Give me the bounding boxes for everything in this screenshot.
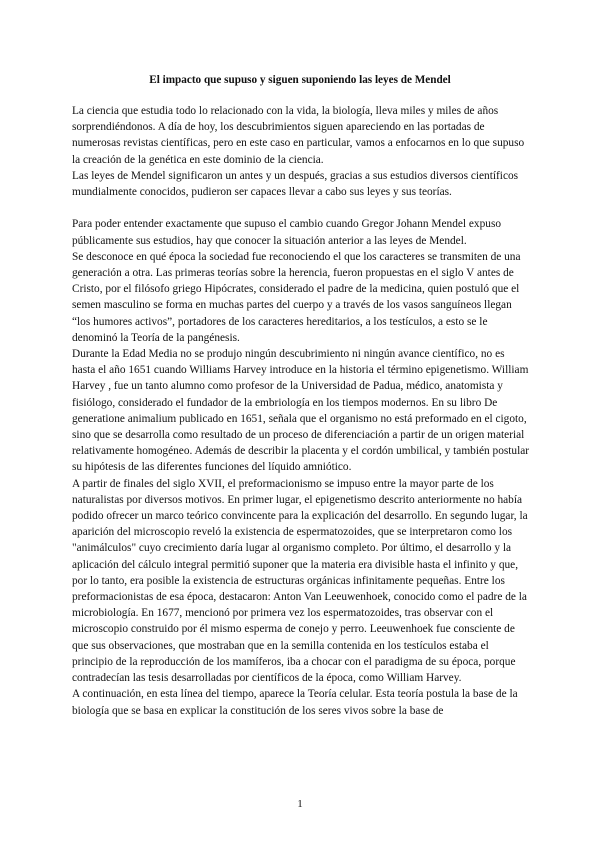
document-body bbox=[72, 103, 530, 719]
paragraph-cell-theory: A continuación, en esta línea del tiempo, aparece la Teoría celular. Esta teoría postula la base de la biología que se basa en explicar la constitución de los seres vivos sobre la base de bbox=[72, 688, 518, 717]
page-number: 1 bbox=[297, 798, 303, 810]
paragraph-harvey: Durante la Edad Media no se produjo ningún descubrimiento ni ningún avance científico, no es hasta el año 1651 cuando Williams Harvey introduce en la historia el término epigenetismo. William Harvey , fue un tanto alumno como profesor de la Universidad de Padua, médico, anatomista y fisiólogo, considerado el fundador de la embriología en los tiempos modernos. En su libro De generatione animalium publicado en 1651, señala que el organismo no está preformado en el cigoto, sino que se desarrolla como resultado de un proceso de diferenciación a partir de un origen material relativamente homogéneo. Además de describir la placenta y el cordón umbilical, y también postular su hipótesis de las diferentes funciones del líquido amniótico. bbox=[72, 348, 530, 474]
paragraph-intro: La ciencia que estudia todo lo relacionado con la vida, la biología, lleva miles y miles de años sorprendiéndonos. A día de hoy, los descubrimientos siguen apareciendo en las portadas de numerosas revistas científicas, pero en este caso en particular, vamos a enfocarnos en lo que supuso la creación de la genética en este dominio de la ciencia. bbox=[72, 105, 525, 166]
paragraph-context: Para poder entender exactamente que supuso el cambio cuando Gregor Johann Mendel expuso públicamente sus estudios, hay que conocer la situación anterior a las leyes de Mendel. bbox=[72, 218, 502, 247]
paragraph-mendel-laws: Las leyes de Mendel significaron un antes y un después, gracias a sus estudios diversos científicos mundialmente conocidos, pudieron ser capaces llevar a cabo sus leyes y sus teorías. bbox=[72, 169, 519, 199]
document-title: El impacto que supuso y siguen suponiendo las leyes de Mendel bbox=[149, 74, 451, 86]
paragraph-hippocrates: Se desconoce en qué época la sociedad fue reconociendo el que los caracteres se transmiten de una generación a otra. Las primeras teorías sobre la herencia, fueron propuestas en el siglo V antes de Cristo, por el filósofo griego Hipócrates, considerado el padre de la medicina, quien postuló que el semen masculino se forma en muchas partes del cuerpo y a través de los vasos sanguíneos llegan “los humores activos”, portadores de los caracteres hereditarios, a los testículos, a esto se le denominó la Teoría de la pangénesis. bbox=[72, 250, 521, 344]
paragraph-preformationism: A partir de finales del siglo XVII, el preformacionismo se impuso entre la mayor parte de los naturalistas por diversos motivos. En primer lugar, el epigenetismo descrito anteriormente no había podido ofrecer un marco teórico convincente para la explicación del desarrollo. En segundo lugar, la aparición del microscopio reveló la existencia de espermatozoides, que se interpretaron como los "animálculos" cuyo crecimiento daría lugar al organismo completo. Por último, el desarrollo y la aplicación del cálculo integral permitió suponer que la materia era divisible hasta el infinito y que, por lo tanto, era posible la existencia de estructuras orgánicas infinitamente pequeñas. Entre los preformacionistas de esa época, destacaron: Anton Van Leeuwenhoek, conocido como el padre de la microbiología. En 1677, mencionó por primera vez los espermatozoides, tras observar con el microscopio construido por él mismo esperma de conejo y perro. Leeuwenhoek fue consciente de que sus observaciones, que mostraban que en la semilla contenida en los testículos estaba el principio de la reproducción de los mamíferos, iba a chocar con el paradigma de su época, porque contradecían las tesis desarrolladas por científicos de la época, como William Harvey. bbox=[72, 477, 528, 685]
